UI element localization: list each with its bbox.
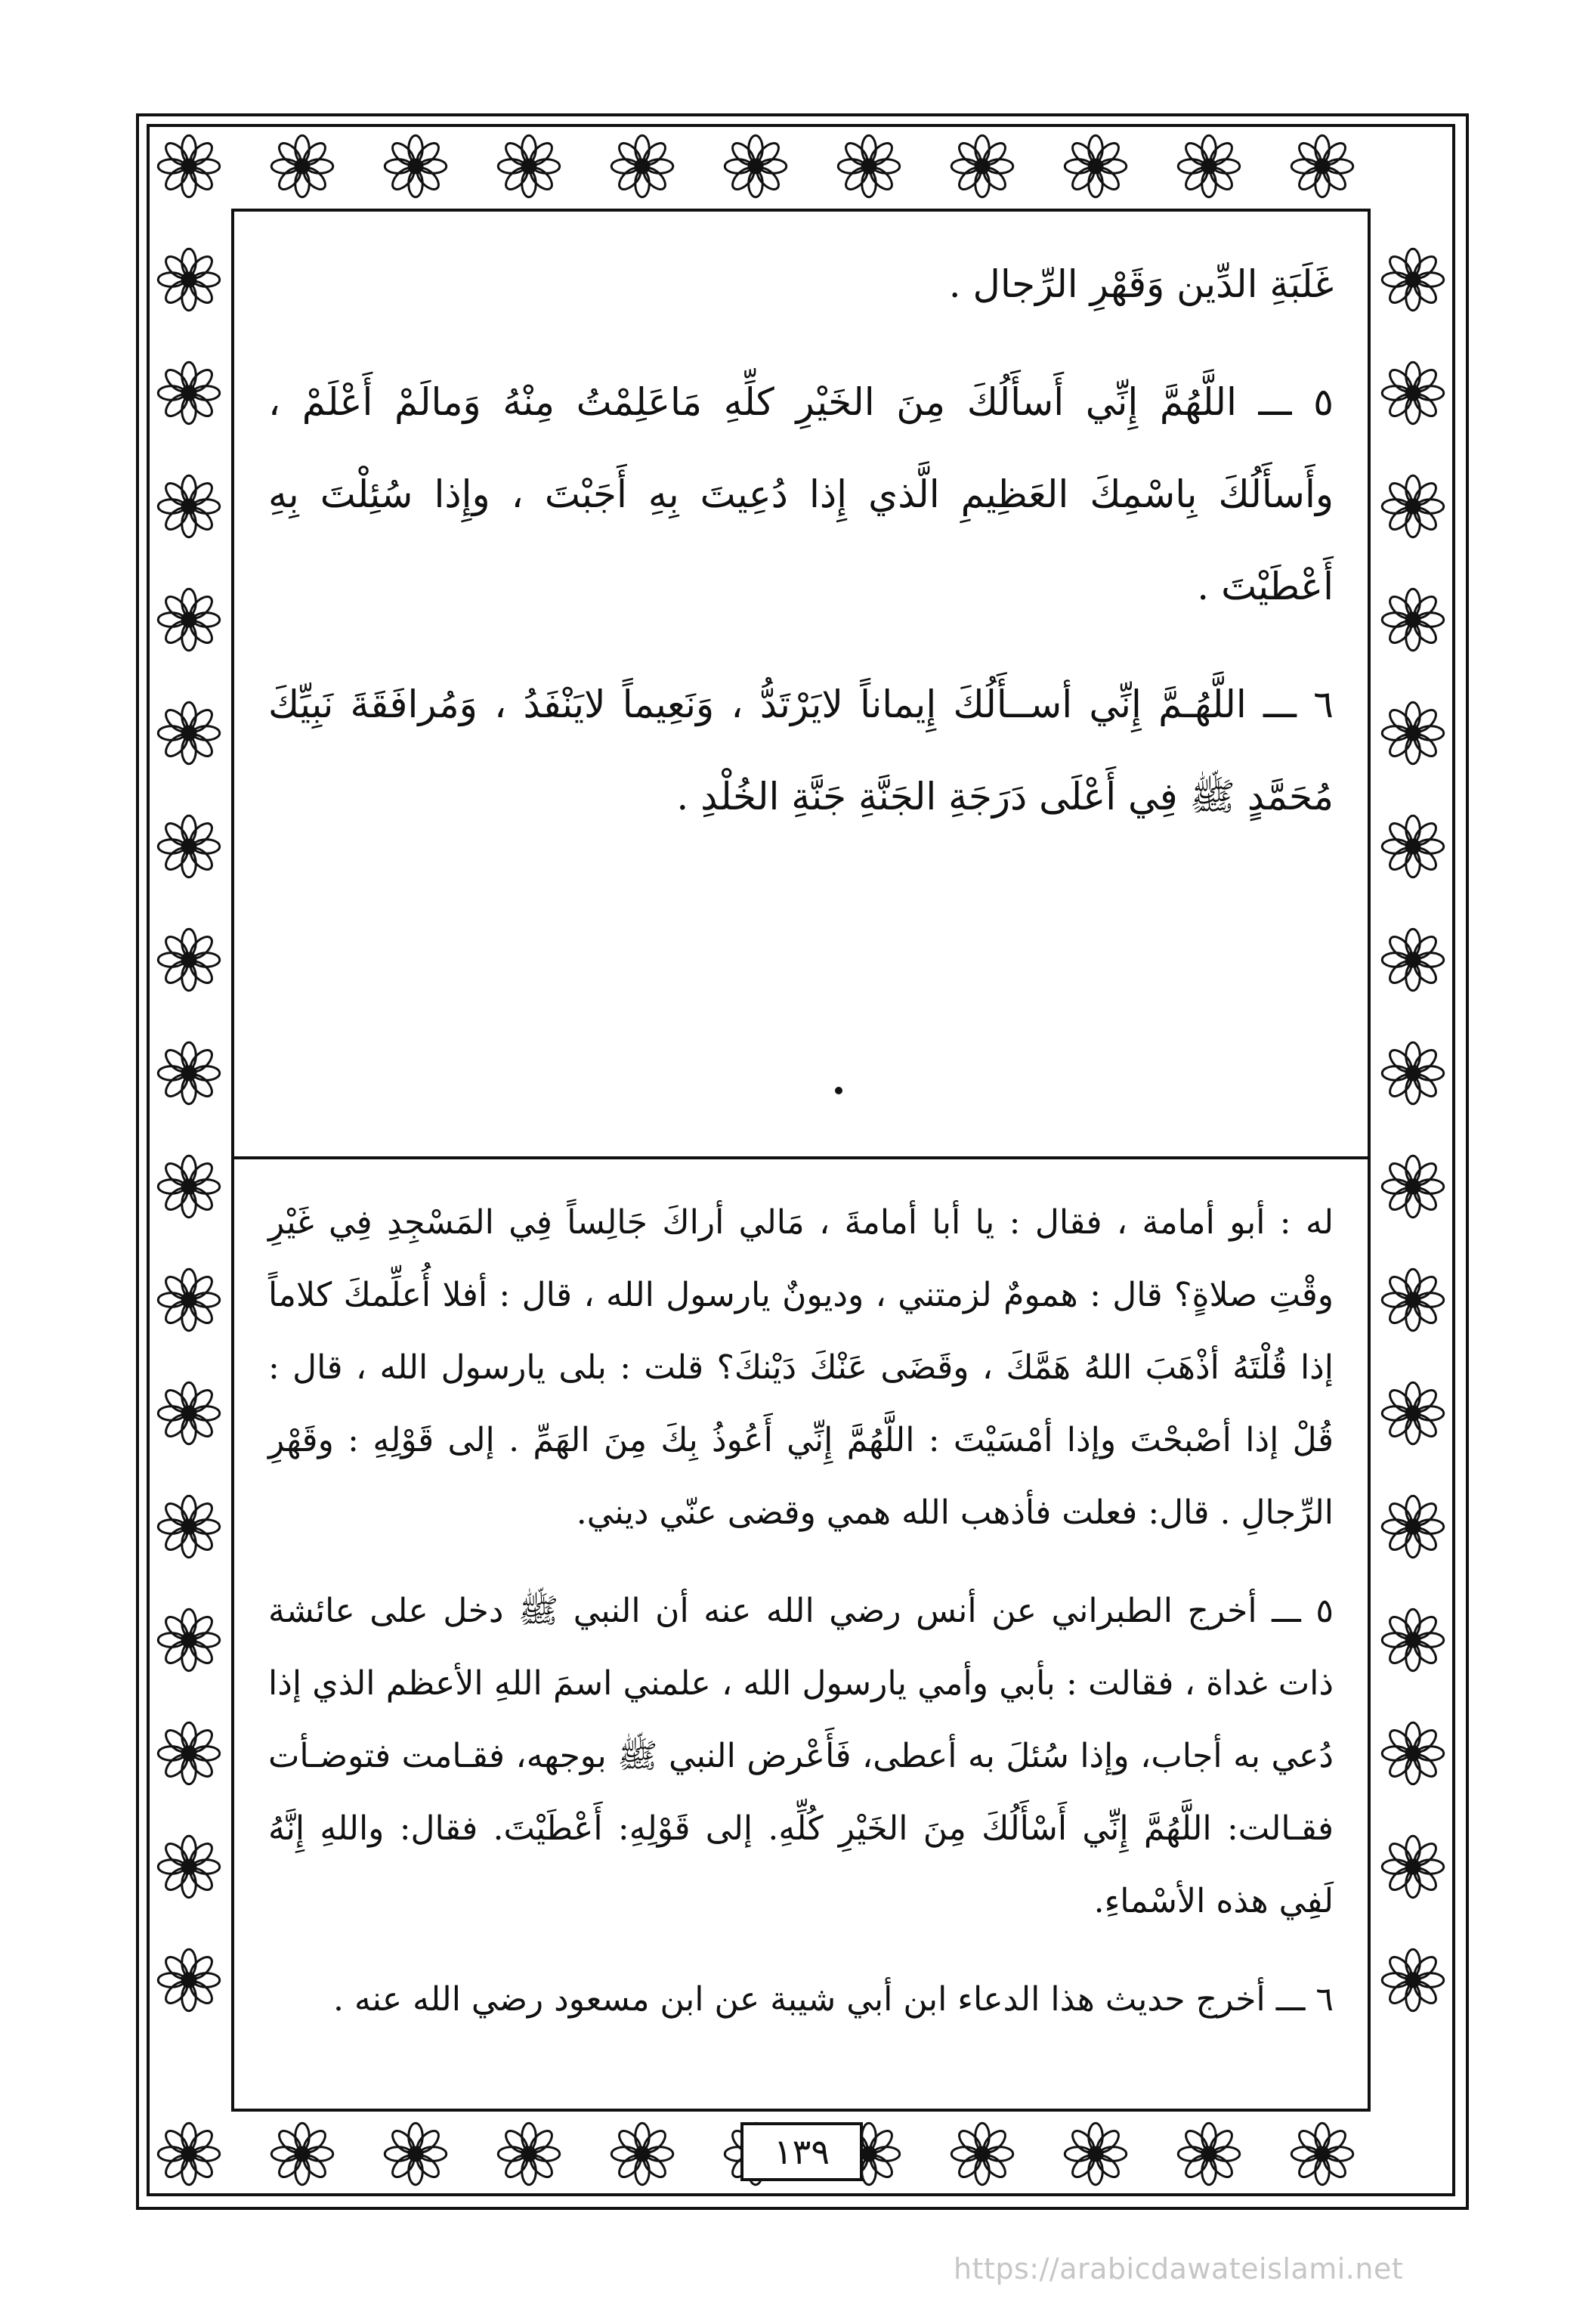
paragraph: ٥ ـــ أخرج الطبراني عن أنس رضي الله عنه أن النبي ﷺ دخل على عائشة ذات غداة ، فقالت : بأبي وأمي يارسول الله ، علمني اسمَ اللهِ الأعظم الذي إذا دُعي به أجاب، وإذا سُئلَ به أعطى، فَأَعْرض النبي ﷺ بوجهه، فقـامت فتوضـأت فقـالت: اللَّهُمَّ إِنِّي أَسْأَلُكَ مِنَ الخَيْرِ كُلِّهِ. إلى قَوْلِهِ: أَعْطَيْتَ. فقال: واللهِ إِنَّهُ لَفِي هذه الأسْماءِ. (268, 1592, 1334, 1920)
flower-icon (271, 2123, 332, 2184)
paragraph: غَلَبَةِ الدِّين وَقَهْرِ الرِّجال . (948, 262, 1334, 306)
section-divider (234, 1156, 1368, 1159)
paragraph: ٦ ـــ اللَّهُـمَّ إِنِّي أســأَلُكَ إِيماناً لايَرْتَدُّ ، وَنَعِيماً لايَنْفَدُ ، وَمُرافَقَةَ نَبِيِّكَ مُحَمَّدٍ ﷺ فِي أَعْلَى دَرَجَةِ الجَنَّةِ جَنَّةِ الخُلْدِ . (268, 682, 1334, 819)
flower-icon (1382, 1382, 1443, 1444)
flower-icon (1178, 135, 1239, 197)
page-frame (136, 113, 1466, 2207)
flower-icon (158, 1382, 219, 1444)
flower-icon (158, 135, 219, 197)
flower-icon (1065, 2123, 1126, 2184)
flower-icon (158, 1042, 219, 1103)
flower-icon (1382, 929, 1443, 990)
text-panel (231, 209, 1371, 2112)
upper-text-section (268, 238, 1334, 868)
dot-mark (835, 1087, 842, 1094)
flower-icon (498, 135, 559, 197)
flower-icon (158, 2123, 219, 2184)
flower-icon (158, 475, 219, 537)
flower-icon (1382, 249, 1443, 310)
flower-icon (158, 1156, 219, 1217)
paragraph: له : أبو أمامة ، فقال : يا أبا أمامةَ ، مَالي أراكَ جَالِساً فِي المَسْجِدِ فِي غَيْرِ وقْتِ صلاةٍ؟ قال : همومٌ لزمتني ، وديونٌ يارسول الله ، قال : أفلا أُعلِّمكَ كلاماً إذا قُلْتَهُ أذْهَبَ اللهُ هَمَّكَ ، وقَضَى عَنْكَ دَيْنكَ؟ قلت : بلى يارسول الله ، قال : قُلْ إذا أصْبحْتَ وإذا أمْسَيْتَ : اللَّهُمَّ إِنِّي أَعُوذُ بِكَ مِنَ الهَمِّ . إلى قَوْلِهِ : وقَهْرِ الرِّجالِ . قال: فعلت فأذهب الله همي وقضى عنّي ديني. (268, 1203, 1334, 1532)
page-number: ١٣٩ (740, 2122, 863, 2181)
flower-icon (951, 135, 1012, 197)
flower-icon (1382, 589, 1443, 650)
flower-icon (725, 135, 786, 197)
flower-icon (1382, 1609, 1443, 1670)
flower-icon (158, 1609, 219, 1670)
flower-icon (1382, 1496, 1443, 1557)
flower-icon (1291, 135, 1352, 197)
flower-icon (158, 815, 219, 877)
flower-icon (498, 2123, 559, 2184)
flower-icon (385, 2123, 446, 2184)
flower-icon (1382, 1042, 1443, 1103)
paragraph: ٥ ـــ اللَّهُمَّ إِنِّي أَسأَلُكَ مِنَ الخَيْرِ كلِّهِ مَاعَلِمْتُ مِنْهُ وَمالَمْ أَعْلَمْ ، وأَسأَلُكَ بِاسْمِكَ العَظِيمِ الَّذي إِذا دُعِيتَ بِهِ أَجَبْتَ ، وإِذا سُئِلْتَ بِهِ أَعْطَيْتَ . (268, 380, 1334, 608)
paragraph: ٦ ـــ أخرج حديث هذا الدعاء ابن أبي شيبة عن ابن مسعود رضي الله عنه . (333, 1980, 1334, 2019)
flower-icon (158, 249, 219, 310)
flower-icon (1065, 135, 1126, 197)
flower-icon (1382, 702, 1443, 763)
flower-icon (951, 2123, 1012, 2184)
flower-icon (611, 135, 672, 197)
flower-icon (158, 1496, 219, 1557)
flower-icon (158, 702, 219, 763)
flower-icon (158, 1722, 219, 1784)
flower-icon (1382, 1722, 1443, 1784)
flower-icon (1382, 475, 1443, 537)
flower-icon (1382, 362, 1443, 423)
flower-icon (158, 1836, 219, 1897)
flower-icon (158, 929, 219, 990)
watermark-url: https://arabicdawateislami.net (954, 2252, 1404, 2285)
flower-icon (1382, 1269, 1443, 1330)
flower-icon (1382, 815, 1443, 877)
lower-text-section (268, 1187, 1334, 2062)
flower-icon (158, 1269, 219, 1330)
flower-icon (158, 362, 219, 423)
flower-icon (1291, 2123, 1352, 2184)
flower-icon (1382, 1156, 1443, 1217)
flower-icon (1382, 1836, 1443, 1897)
flower-icon (158, 589, 219, 650)
flower-icon (838, 135, 899, 197)
flower-icon (385, 135, 446, 197)
flower-icon (158, 1949, 219, 2010)
flower-icon (1178, 2123, 1239, 2184)
flower-icon (611, 2123, 672, 2184)
flower-icon (271, 135, 332, 197)
flower-icon (1382, 1949, 1443, 2010)
